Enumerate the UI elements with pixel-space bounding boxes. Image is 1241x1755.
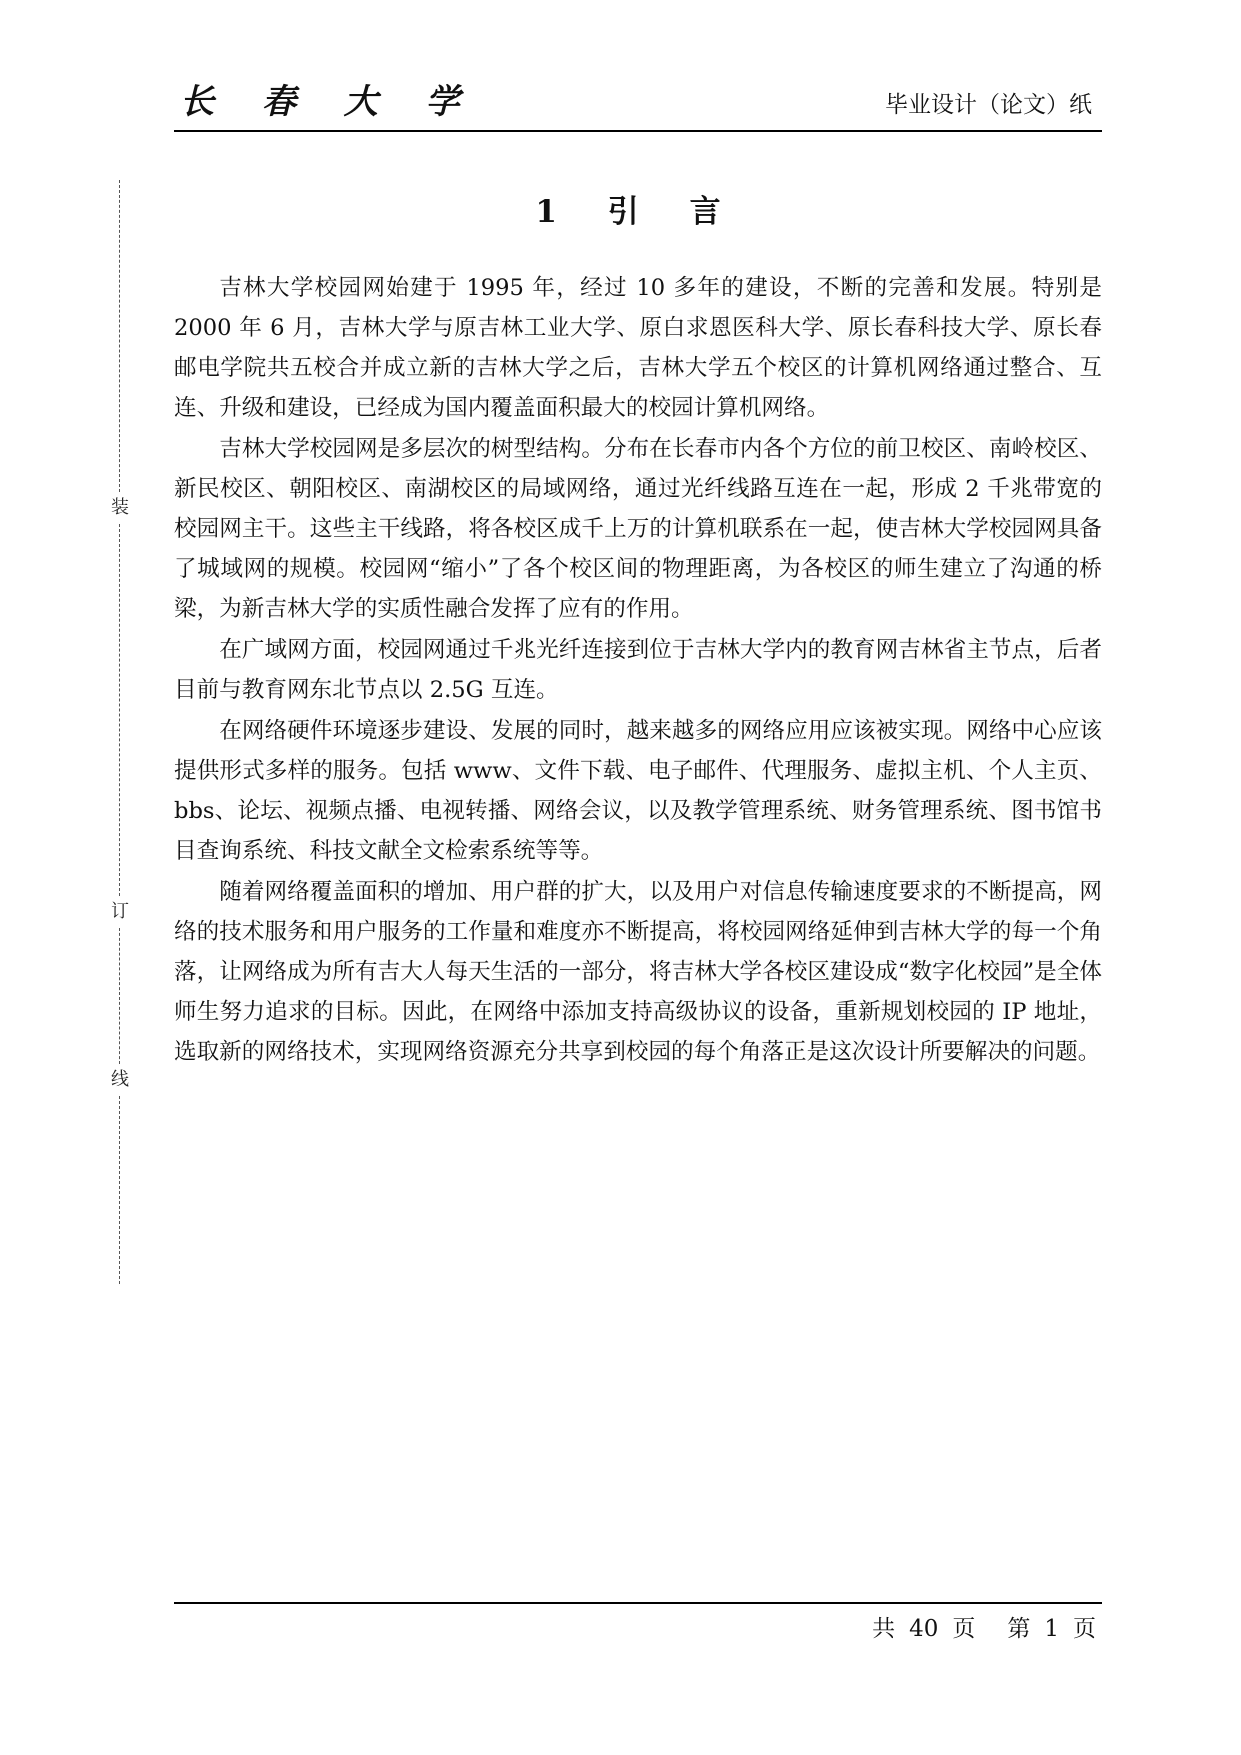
chapter-title: 1 引 言: [535, 194, 741, 230]
paragraph: 吉林大学校园网始建于 1995 年，经过 10 多年的建设，不断的完善和发展。特别是 2000 年 6 月，吉林大学与原吉林工业大学、原白求恩医科大学、原长春科技大学、原长春邮电学院共五校合并成立新的吉林大学之后，吉林大学五个校区的计算机网络通过整合、互连、升级和建设，已经成为国内覆盖面积最大的校园计算机网络。: [174, 275, 1102, 421]
binding-dash: [119, 1096, 120, 1284]
total-pages: 40: [909, 1616, 939, 1642]
paper-type-label: 毕业设计（论文）纸: [885, 92, 1092, 118]
school-name: 长 春 大 学: [180, 82, 478, 122]
paragraph: 吉林大学校园网是多层次的树型结构。分布在长春市内各个方位的前卫校区、南岭校区、新民校区、朝阳校区、南湖校区的局域网络，通过光纤线路互连在一起，形成 2 千兆带宽的校园网主干。这些主干线路，将各校区成千上万的计算机联系在一起，使吉林大学校园网具备了城域网的规模。校园网“缩小”了各个校区间的物理距离，为各校区的师生建立了沟通的桥梁，为新吉林大学的实质性融合发挥了应有的作用。: [174, 436, 1102, 622]
total-prefix: 共: [872, 1616, 896, 1642]
paragraph: 在网络硬件环境逐步建设、发展的同时，越来越多的网络应用应该被实现。网络中心应该提供形式多样的服务。包括 www、文件下载、电子邮件、代理服务、虚拟主机、个人主页、bbs、论坛、视频点播、电视转播、网络会议，以及教学管理系统、财务管理系统、图书馆书目查询系统、科技文献全文检索系统等等。: [174, 718, 1102, 864]
paragraph: 在广域网方面，校园网通过千兆光纤连接到位于吉林大学内的教育网吉林省主节点，后者目前与教育网东北节点以 2.5G 互连。: [174, 637, 1102, 703]
current-page: 1: [1044, 1616, 1059, 1642]
binding-dash: [119, 524, 120, 896]
binding-line: [108, 180, 132, 1288]
total-suffix: 页: [952, 1616, 976, 1642]
page-number: [872, 1614, 1096, 1644]
binding-char-zhuang: 装: [111, 497, 129, 518]
body-text: [174, 268, 1102, 1073]
page-header: [174, 78, 1102, 132]
current-suffix: 页: [1073, 1616, 1096, 1642]
binding-dash: [119, 928, 120, 1064]
page-footer: [174, 1602, 1102, 1654]
current-prefix: 第: [1007, 1616, 1031, 1642]
binding-dash: [119, 180, 120, 492]
paragraph: 随着网络覆盖面积的增加、用户群的扩大，以及用户对信息传输速度要求的不断提高，网络的技术服务和用户服务的工作量和难度亦不断提高，将校园网络延伸到吉林大学的每一个角落，让网络成为所有吉大人每天生活的一部分，将吉林大学各校区建设成“数字化校园”是全体师生努力追求的目标。因此，在网络中添加支持高级协议的设备，重新规划校园的 IP 地址，选取新的网络技术，实现网络资源充分共享到校园的每个角落正是这次设计所要解决的问题。: [174, 879, 1102, 1065]
binding-char-xian: 线: [111, 1069, 129, 1090]
binding-char-ding: 订: [111, 901, 129, 922]
